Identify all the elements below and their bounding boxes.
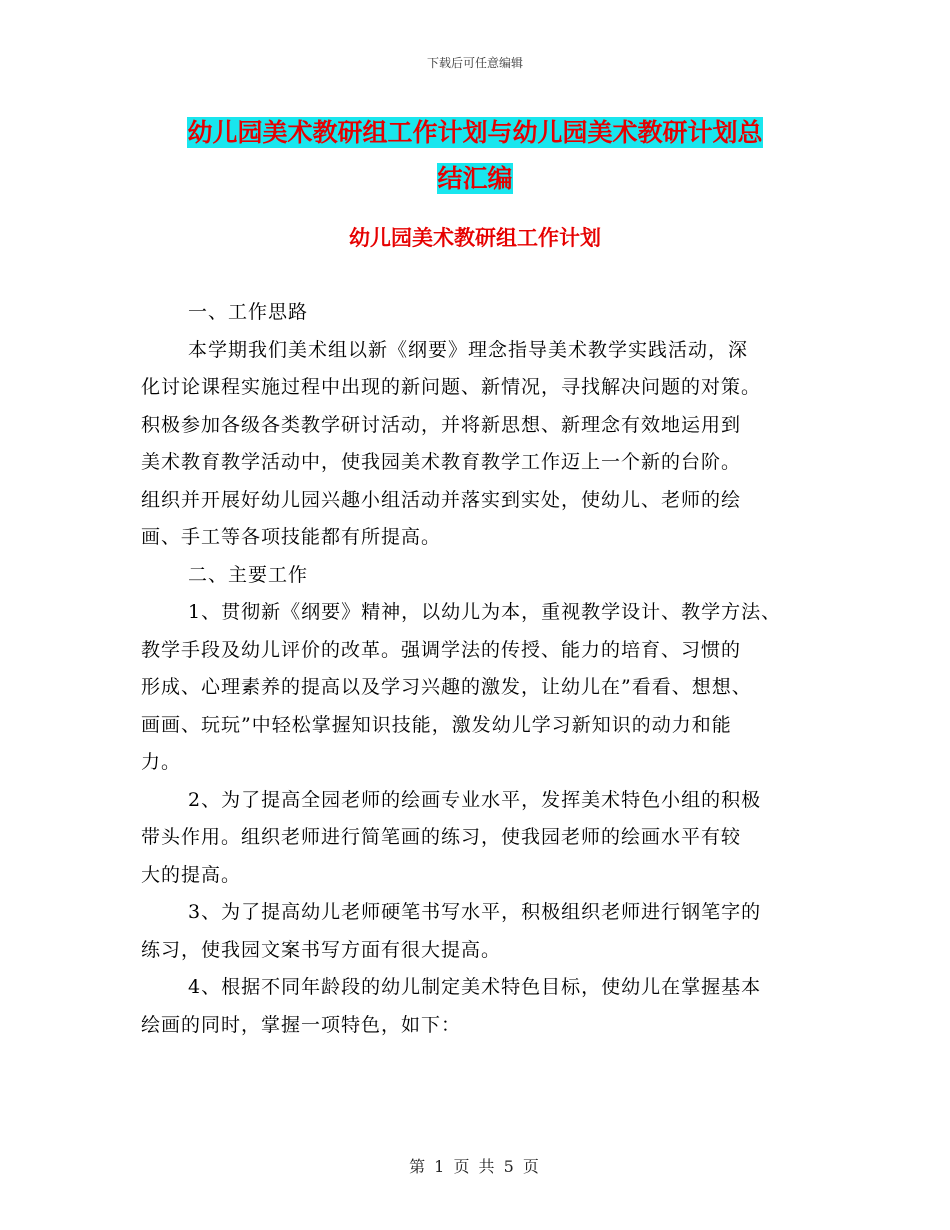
paragraph-line: 2、为了提高全园老师的绘画专业水平，发挥美术特色小组的积极 xyxy=(188,788,762,811)
paragraph-line: 大的提高。 xyxy=(141,863,242,886)
paragraph-line: 积极参加各级各类教学研讨活动，并将新思想、新理念有效地运用到 xyxy=(141,413,742,436)
paragraph xyxy=(141,969,821,1044)
paragraph xyxy=(141,294,821,332)
paragraph-line: 教学手段及幼儿评价的改革。强调学法的传授、能力的培育、习惯的 xyxy=(141,638,742,661)
paragraph xyxy=(141,782,821,895)
paragraph-line: 画画、玩玩”中轻松掌握知识技能，激发幼儿学习新知识的动力和能 xyxy=(141,713,732,736)
paragraph-line: 4、根据不同年龄段的幼儿制定美术特色目标，使幼儿在掌握基本 xyxy=(188,976,762,998)
section-title: 幼儿园美术教研组工作计划 xyxy=(349,226,601,250)
document-body xyxy=(141,294,821,1044)
paragraph-line: 形成、心理素养的提高以及学习兴趣的激发，让幼儿在”看看、想想、 xyxy=(141,676,752,698)
paragraph xyxy=(141,557,821,595)
paragraph-line: 一、工作思路 xyxy=(188,301,309,323)
paragraph xyxy=(141,594,821,782)
page-footer: 第 1 页 共 5 页 xyxy=(409,1157,541,1176)
paragraph-line: 二、主要工作 xyxy=(188,563,309,586)
paragraph-line: 1、贯彻新《纲要》精神，以幼儿为本，重视教学设计、教学方法、 xyxy=(188,601,782,623)
paragraph-line: 练习，使我园文案书写方面有很大提高。 xyxy=(141,938,502,961)
paragraph xyxy=(141,894,821,969)
paragraph-line: 画、手工等各项技能都有所提高。 xyxy=(141,526,442,548)
paragraph-line: 化讨论课程实施过程中出现的新问题、新情况，寻找解决问题的对策。 xyxy=(141,376,762,398)
document-title xyxy=(0,110,950,202)
paragraph xyxy=(141,332,821,557)
paragraph-line: 组织并开展好幼儿园兴趣小组活动并落实到实处，使幼儿、老师的绘 xyxy=(141,488,742,511)
paragraph-line: 绘画的同时，掌握一项特色，如下： xyxy=(141,1013,462,1036)
paragraph-line: 美术教育教学活动中，使我园美术教育教学工作迈上一个新的台阶。 xyxy=(141,451,742,473)
paragraph-line: 带头作用。组织老师进行简笔画的练习，使我园老师的绘画水平有较 xyxy=(141,826,742,848)
title-line-1: 幼儿园美术教研组工作计划与幼儿园美术教研计划总 xyxy=(187,118,763,147)
paragraph-line: 本学期我们美术组以新《纲要》理念指导美术教学实践活动，深 xyxy=(188,338,749,361)
paragraph-line: 力。 xyxy=(141,751,182,773)
title-line-2: 结汇编 xyxy=(437,164,513,193)
header-note: 下载后可任意编辑 xyxy=(426,56,523,70)
paragraph-line: 3、为了提高幼儿老师硬笔书写水平，积极组织老师进行钢笔字的 xyxy=(188,901,762,923)
